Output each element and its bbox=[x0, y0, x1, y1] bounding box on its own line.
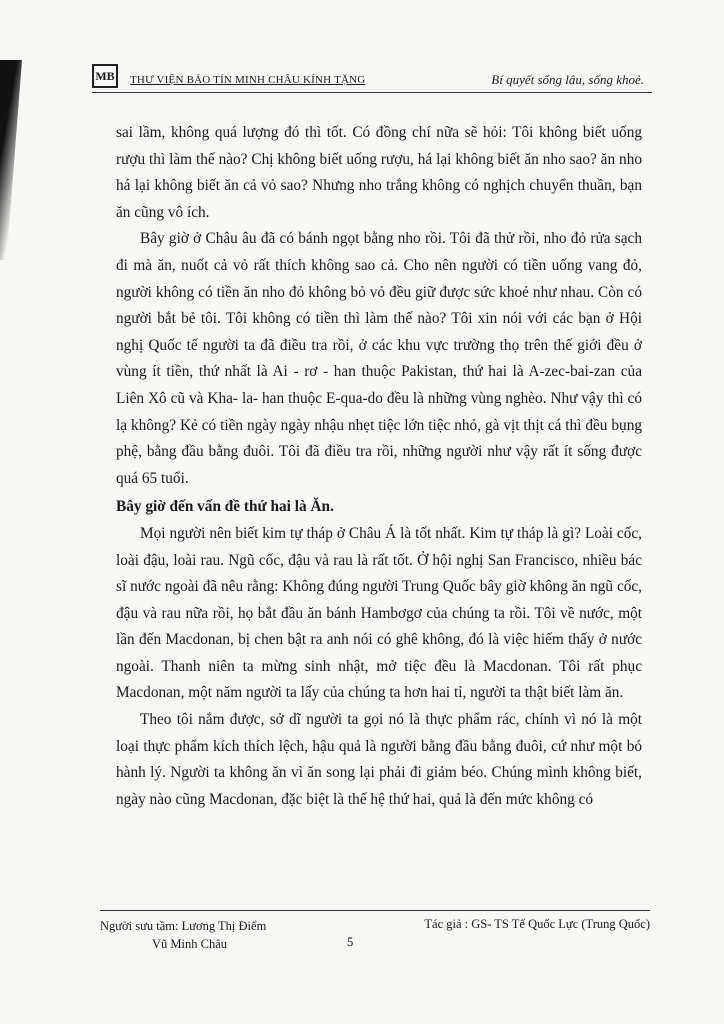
paragraph-continued: sai lầm, không quá lượng đó thì tốt. Có đồng chí nữa sẽ hỏi: Tôi không biết uống rượu thì làm thế nào? Chị không biết uống rượu, há lại không biết ăn nho sao? ăn nho há lại không biết ăn cả vỏ sao? Nhưng nho trắng không có nghịch chuyển thuần, bạn ăn cũng vô ích. bbox=[116, 124, 642, 221]
library-title: THƯ VIỆN BẢO TÍN MINH CHÂU KÍNH TẶNG bbox=[130, 74, 366, 86]
section-heading: Bây giờ đến vấn đề thứ hai là Ăn. bbox=[116, 498, 334, 516]
page-body bbox=[116, 120, 642, 813]
scan-edge-mark bbox=[0, 60, 22, 260]
book-motto: Bí quyết sống lâu, sống khoẻ. bbox=[491, 72, 644, 87]
page-number: 5 bbox=[347, 935, 354, 949]
paragraph: Bây giờ ở Châu âu đã có bánh ngọt bằng nho rồi. Tôi đã thử rồi, nho đỏ rửa sạch đi mà ăn, nuốt cả vỏ rất thích không sao cả. Cho nên người có tiền uống vang đỏ, người không có tiền ăn nho đỏ không bỏ vỏ đều giữ được sức khoẻ như nhau. Còn có người bắt bẻ tôi. Tôi không có tiền thì làm thế nào? Tôi xin nói với các bạn ở Hội nghị Quốc tế người ta đã điều tra rồi, ở các khu vực trường thọ trên thế giới đều ở vùng ít tiền, thứ nhất là Ai - rơ - han thuộc Pakistan, thứ hai là A-zec-bai-zan của Liên Xô cũ và Kha- la- han thuộc E-qua-do đều là những vùng nghèo. Như vậy thì có lạ không? Kẻ có tiền ngày ngày nhậu nhẹt tiệc lớn tiệc nhỏ, gà vịt thịt cá thì đều bụng phệ, bằng đầu bằng đuôi. Tôi đã điều tra rồi, những người như vậy rất ít sống được quá 65 tuổi. bbox=[116, 230, 642, 487]
collector-2: Vũ Minh Châu bbox=[152, 937, 227, 951]
paragraph: Mọi người nên biết kim tự tháp ở Châu Á là tốt nhất. Kim tự tháp là gì? Loài cốc, loài đậu, loài rau. Ngũ cốc, đậu và rau là rất tốt. Ở hội nghị San Francisco, nhiều bác sĩ nước ngoài đã nêu rằng: Không đúng người Trung Quốc bây giờ không ăn ngũ cốc, đậu và rau nữa rồi, họ bắt đầu ăn bánh Hambơgơ của chúng ta rồi. Tôi về nước, một lần đến Macdonan, bị chen bật ra anh nói có ghê không, đó là việc hiếm thấy ở nước ngoài. Thanh niên ta mừng sinh nhật, mở tiệc đều là Macdonan. Tôi rất phục Macdonan, một năm người ta lấy của chúng ta hơn hai tỉ, người ta thật biết làm ăn. bbox=[116, 524, 642, 702]
paragraph: Theo tôi nắm được, sở dĩ người ta gọi nó là thực phẩm rác, chính vì nó là một loại thực phẩm kích thích lệch, hậu quả là người bằng đầu bằng đuôi, cứ như một bó hành lý. Người ta không ăn vì ăn song lại phải đi giảm béo. Chúng mình không biết, ngày nào cũng Macdonan, đặc biệt là thế hệ thứ hai, quả là đến mức không có bbox=[116, 711, 642, 808]
collector-credit bbox=[100, 917, 266, 953]
author-credit: Tác giả : GS- TS Tế Quốc Lực (Trung Quốc) bbox=[424, 917, 650, 931]
page-footer bbox=[100, 910, 650, 951]
library-logo: MB bbox=[92, 64, 118, 88]
collector-1: Người sưu tầm: Lương Thị Điểm bbox=[100, 919, 267, 933]
page-header bbox=[92, 64, 652, 93]
